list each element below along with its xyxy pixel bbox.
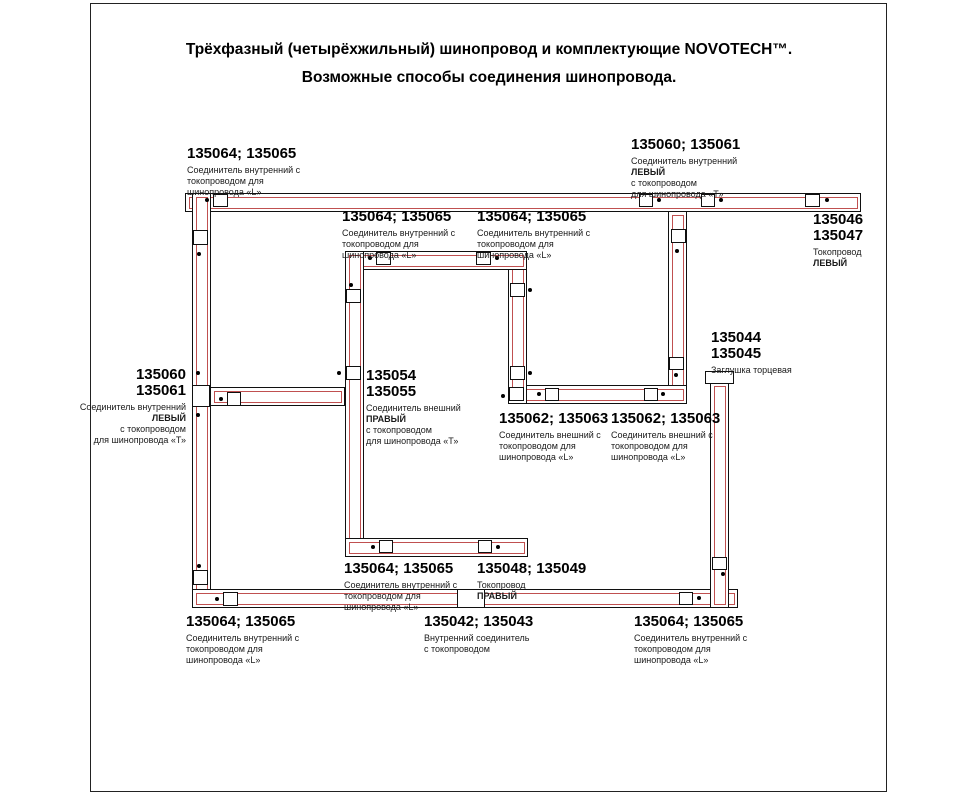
part-description-line: ЛЕВЫЙ xyxy=(151,413,186,423)
connector-block xyxy=(192,385,210,407)
label-connector-internal-bottom-right xyxy=(634,614,747,666)
part-description-line: токопроводом для xyxy=(499,441,576,451)
product-code: 135064; 135065 xyxy=(344,560,454,577)
label-connector-internal-bottom-mid xyxy=(344,561,457,613)
part-description-line: токопроводом для xyxy=(634,644,711,654)
part-description-line: Соединитель внутренний с xyxy=(344,580,458,590)
contact-dot xyxy=(675,249,679,253)
connector-block xyxy=(679,592,693,605)
label-power-feed-left xyxy=(813,212,863,269)
connector-block xyxy=(712,557,727,570)
product-code: 135062; 135063 xyxy=(499,410,609,427)
page-title xyxy=(90,36,888,92)
part-description-line: для шинопровода «Т» xyxy=(631,189,724,199)
part-description-line: Соединитель внешний с xyxy=(499,430,601,440)
label-connector-internal-bottom-left xyxy=(186,614,299,666)
contact-dot xyxy=(674,373,678,377)
contact-dot xyxy=(371,545,375,549)
connector-block xyxy=(227,392,241,406)
connector-block xyxy=(193,230,208,245)
product-code: 135064; 135065 xyxy=(477,208,587,225)
product-code: 135064; 135065 xyxy=(187,145,297,162)
part-description-line: Соединитель внутренний xyxy=(79,402,186,412)
label-tee-connector-left xyxy=(66,367,186,446)
title-line-2: Возможные способы соединения шинопровода. xyxy=(301,69,677,86)
label-connector-external-1 xyxy=(499,411,608,463)
contact-dot xyxy=(215,597,219,601)
contact-dot xyxy=(197,252,201,256)
contact-dot xyxy=(496,545,500,549)
part-description-line: ЛЕВЫЙ xyxy=(631,167,666,177)
connector-block xyxy=(510,283,525,297)
contact-dot xyxy=(825,198,829,202)
product-code: 135064; 135065 xyxy=(342,208,452,225)
connector-block xyxy=(379,540,393,553)
contact-dot xyxy=(196,413,200,417)
product-code: 135047 xyxy=(813,227,864,244)
part-description-line: шинопровода «L» xyxy=(499,452,574,462)
part-description-line: токопроводом для xyxy=(344,591,421,601)
label-tee-connector-top-right xyxy=(631,137,740,200)
part-description-line: Заглушка торцевая xyxy=(711,365,792,375)
connector-block xyxy=(478,540,492,553)
part-description-line: шинопровода «L» xyxy=(634,655,709,665)
part-description-line: токопроводом для xyxy=(342,239,419,249)
label-connector-internal-mid-2 xyxy=(477,209,590,261)
part-description-line: шинопровода «L» xyxy=(344,602,419,612)
connector-block xyxy=(644,388,658,401)
product-code: 135055 xyxy=(366,383,417,400)
part-description-line: Внутренний соединитель xyxy=(424,633,530,643)
part-description-line: Токопровод xyxy=(477,580,526,590)
part-description-line: шинопровода «L» xyxy=(342,250,417,260)
connector-block xyxy=(671,229,686,243)
product-code: 135042; 135043 xyxy=(424,613,534,630)
product-code: 135062; 135063 xyxy=(611,410,721,427)
connector-block xyxy=(193,570,208,585)
label-connector-external-2 xyxy=(611,411,720,463)
product-code: 135048; 135049 xyxy=(477,560,587,577)
connector-block xyxy=(510,366,525,380)
part-description-line: с токопроводом xyxy=(120,424,186,434)
product-code: 135064; 135065 xyxy=(634,613,744,630)
product-code: 135060; 135061 xyxy=(631,136,741,153)
contact-dot xyxy=(197,564,201,568)
part-description-line: с токопроводом xyxy=(366,425,432,435)
part-description-line: Соединитель внешний с xyxy=(611,430,713,440)
contact-dot xyxy=(537,392,541,396)
label-power-feed-right xyxy=(477,561,586,602)
label-connector-internal-mid-1 xyxy=(342,209,455,261)
product-code: 135046 xyxy=(813,211,864,228)
label-tee-connector-center xyxy=(366,368,461,447)
product-code: 135045 xyxy=(711,345,762,362)
part-description-line: Соединитель внутренний с xyxy=(634,633,748,643)
label-connector-internal-bottom-center xyxy=(424,614,533,655)
contact-dot xyxy=(501,394,505,398)
part-description-line: Соединитель внутренний с xyxy=(477,228,591,238)
contact-dot xyxy=(349,283,353,287)
part-description-line: шинопровода «L» xyxy=(477,250,552,260)
contact-dot xyxy=(205,198,209,202)
contact-dot xyxy=(337,371,341,375)
part-description-line: токопроводом для xyxy=(187,176,264,186)
part-description-line: Соединитель внутренний xyxy=(631,156,738,166)
connector-block xyxy=(346,366,361,380)
part-description-line: ПРАВЫЙ xyxy=(366,414,406,424)
connector-block xyxy=(545,388,559,401)
part-description-line: с токопроводом xyxy=(424,644,490,654)
contact-dot xyxy=(661,392,665,396)
product-code: 135064; 135065 xyxy=(186,613,296,630)
contact-dot xyxy=(528,288,532,292)
part-description-line: для шинопровода «Т» xyxy=(366,436,459,446)
contact-dot xyxy=(219,397,223,401)
product-code: 135061 xyxy=(135,382,186,399)
product-code: 135044 xyxy=(711,329,762,346)
part-description-line: токопроводом для xyxy=(477,239,554,249)
connector-block xyxy=(669,357,684,370)
connector-block xyxy=(223,592,238,606)
connector-block xyxy=(509,387,524,401)
part-description-line: Соединитель внутренний с xyxy=(342,228,456,238)
part-description-line: токопроводом для xyxy=(186,644,263,654)
contact-dot xyxy=(528,371,532,375)
contact-dot xyxy=(721,572,725,576)
part-description-line: Соединитель внутренний с xyxy=(187,165,301,175)
part-description-line: Соединитель внутренний с xyxy=(186,633,300,643)
track-inner-right-vertical xyxy=(508,251,527,404)
part-description-line: шинопровода «L» xyxy=(187,187,262,197)
contact-dot xyxy=(697,596,701,600)
part-description-line: Токопровод xyxy=(813,247,862,257)
part-description-line: для шинопровода «Т» xyxy=(93,435,186,445)
part-description-line: шинопровода «L» xyxy=(611,452,686,462)
contact-dot xyxy=(196,371,200,375)
title-line-1: Трёхфазный (четырёхжильный) шинопровод и комплектующие NOVOTECH™. xyxy=(185,41,793,58)
part-description-line: с токопроводом xyxy=(631,178,697,188)
label-connector-internal-top-left xyxy=(187,146,300,198)
product-code: 135054 xyxy=(366,367,417,384)
part-description-line: Соединитель внешний xyxy=(366,403,461,413)
connector-block xyxy=(805,194,820,207)
part-description-line: токопроводом для xyxy=(611,441,688,451)
part-description-line: ЛЕВЫЙ xyxy=(813,258,848,268)
part-description-line: шинопровода «L» xyxy=(186,655,261,665)
connector-block xyxy=(346,289,361,303)
product-code: 135060 xyxy=(135,366,186,383)
part-description-line: ПРАВЫЙ xyxy=(477,591,517,601)
label-end-cap xyxy=(711,330,792,376)
